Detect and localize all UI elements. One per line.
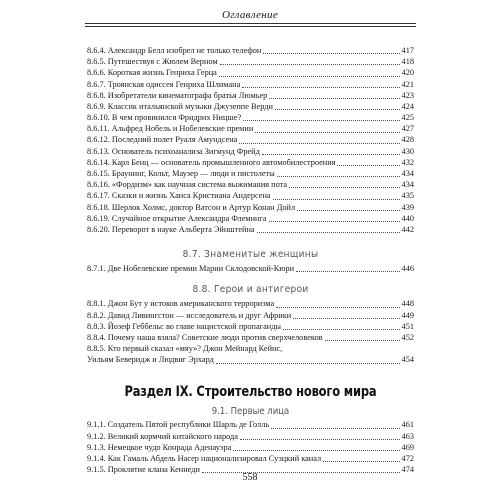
toc-entry-title: 8.6.18. Шерлок Холмс, доктор Ватсон и Артур Конан Дойл xyxy=(87,202,296,212)
toc-entry-page: 425 xyxy=(401,113,414,123)
toc-entry-page: 420 xyxy=(401,68,414,78)
toc-entry-title: 9.1.3. Немецкое чудо Конрада Аденауэра xyxy=(87,442,232,452)
toc-entry-page: 442 xyxy=(401,224,414,234)
toc-entry-multiline[interactable] xyxy=(87,343,414,365)
toc-entry-page: 430 xyxy=(401,146,414,156)
toc-entry-title: 8.6.6. Короткая жизнь Генриха Герца xyxy=(87,68,217,78)
leader-dots xyxy=(269,98,399,99)
toc-entry-title: 8.6.9. Классик итальянской музыки Джузеппе Верди xyxy=(87,101,273,111)
toc-entry-page: 440 xyxy=(401,213,414,223)
toc-entry[interactable] xyxy=(87,442,414,453)
toc-entry-title: 8.7.1. Две Нобелевские премии Марии Склодовской-Кюри xyxy=(87,264,295,274)
leader-dots xyxy=(262,154,400,155)
toc-entry-page: 439 xyxy=(401,202,414,212)
leader-dots xyxy=(269,221,400,222)
toc-entry[interactable] xyxy=(87,213,414,224)
leader-dots xyxy=(283,329,400,330)
toc-entry-title: 8.8.1. Джон Бут у истоков американского терроризма xyxy=(87,299,275,309)
toc-entry-page: 418 xyxy=(401,57,414,67)
toc-entry-page: 417 xyxy=(401,45,414,55)
leader-dots xyxy=(219,76,400,77)
toc-entry[interactable] xyxy=(87,298,414,309)
toc-entry-title: 8.6.10. В чем провинился Фридрих Ницше? xyxy=(87,113,242,123)
leader-dots xyxy=(325,340,400,341)
toc-entry[interactable] xyxy=(87,45,414,56)
toc-entry-title: 8.6.8. Изобретатели кинематографа братья Люмьер xyxy=(87,90,268,100)
leader-dots xyxy=(239,143,399,144)
toc-entry-title: 8.6.7. Троянская одиссея Генриха Шлимана xyxy=(87,79,241,89)
toc-entry[interactable] xyxy=(87,420,414,431)
toc-entry-title: 8.6.14. Карл Бенц — основатель промышленного автомобилестроения xyxy=(87,157,336,167)
toc-entry-page: 421 xyxy=(401,79,414,89)
section-title-9-1: 9.1. Первые лица xyxy=(211,405,290,417)
toc-entry-page: 474 xyxy=(401,465,414,475)
leader-dots xyxy=(337,165,399,166)
toc-entry[interactable] xyxy=(87,67,414,78)
toc-entry[interactable] xyxy=(87,453,414,464)
toc-entry-title: 8.6.12. Последний полет Руаля Амундсена xyxy=(87,135,238,145)
toc-entry-page: 454 xyxy=(401,355,414,365)
toc-entry-page: 423 xyxy=(401,90,414,100)
toc-entry-page: 435 xyxy=(401,191,414,201)
toc-entry-title: 8.8.4. Почему наша взяла? Советские люди против сверхчеловеков xyxy=(87,332,323,342)
toc-entry[interactable] xyxy=(87,263,414,274)
toc-entry[interactable] xyxy=(87,321,414,332)
toc-entry-page: 463 xyxy=(401,431,414,441)
toc-entry-title: 8.6.4. Александр Белл изобрел не только телефон xyxy=(87,45,262,55)
leader-dots xyxy=(233,450,399,451)
toc-group-8-8 xyxy=(87,298,414,343)
leader-dots xyxy=(273,199,400,200)
toc-entry-page: 434 xyxy=(401,180,414,190)
toc-entry[interactable] xyxy=(87,202,414,213)
toc-group-8-7 xyxy=(87,263,414,274)
toc-entry-page: 427 xyxy=(401,124,414,134)
toc-entry-page: 446 xyxy=(401,264,414,274)
toc-entry[interactable] xyxy=(87,190,414,201)
toc-entry[interactable] xyxy=(87,90,414,101)
toc-entry[interactable] xyxy=(87,112,414,123)
toc-entry-title: 8.6.13. Основатель психоанализа Зигмунд Фрейд xyxy=(87,146,260,156)
toc-entry-title: 8.6.15. Браунинг, Кольт, Маузер — люди и пистолеты xyxy=(87,169,275,179)
toc-group-9-1 xyxy=(87,420,414,476)
toc-entry-title: 9.1.1. Создатель Пятой республики Шарль де Голль xyxy=(87,420,270,430)
toc-entry-title: 9.1.5. Проклятие клана Кеннеди xyxy=(87,465,200,475)
toc-entry-page: 461 xyxy=(401,420,414,430)
toc-entry-title: 9.1.4. Как Гамаль Абдель Насер национализировал Суэцкий канал xyxy=(87,454,322,464)
leader-dots xyxy=(255,132,399,133)
toc-entry-title: 8.8.2. Давид Ливингстон — исследователь и друг Африки xyxy=(87,310,292,320)
leader-dots xyxy=(323,461,399,462)
section-title-8-7: 8.7. Знаменитые женщины xyxy=(182,249,319,261)
toc-entry-page: 424 xyxy=(401,101,414,111)
toc-entry-title: 9.1.2. Великий кормчий китайского народа xyxy=(87,431,238,441)
toc-entry-page: 428 xyxy=(401,135,414,145)
toc-entry-title: 8.6.17. Сказки и жизнь Ханса Кристиана Андерсена xyxy=(87,191,271,201)
toc-entry[interactable] xyxy=(87,179,414,190)
section-title-8-8: 8.8. Герои и антигерои xyxy=(192,284,309,296)
toc-entry-page: 472 xyxy=(401,454,414,464)
toc-entry-title: 8.6.20. Переворот в науке Альберта Эйнштейна xyxy=(87,224,255,234)
leader-dots xyxy=(240,439,400,440)
toc-entry[interactable] xyxy=(87,332,414,343)
leader-dots xyxy=(257,232,400,233)
toc-entry[interactable] xyxy=(87,101,414,112)
leader-dots xyxy=(297,210,399,211)
leader-dots xyxy=(289,187,399,188)
toc-entry-page: 434 xyxy=(401,169,414,179)
toc-entry-page: 449 xyxy=(401,310,414,320)
part-title: Раздел IX. Строительство нового мира xyxy=(124,383,377,400)
toc-entry[interactable] xyxy=(87,146,414,157)
leader-dots xyxy=(271,428,399,429)
leader-dots xyxy=(276,307,399,308)
toc-entry-title: 8.6.16. «Фордизм» как научная система выжимания пота xyxy=(87,180,288,190)
leader-dots xyxy=(243,120,399,121)
leader-dots xyxy=(275,109,400,110)
toc-entry[interactable] xyxy=(87,224,414,235)
toc-entry-page: 452 xyxy=(401,332,414,342)
leader-dots xyxy=(216,363,400,364)
toc-group-8-6 xyxy=(87,45,414,235)
toc-entry-title: 8.6.11. Альфред Нобель и Нобелевские премии xyxy=(87,124,254,134)
toc-entry-title-line1: 8.8.5. Кто первый сказал «мяу»? Джон Мейнард Кейнс, xyxy=(87,344,283,354)
leader-dots xyxy=(277,176,400,177)
page-number: 558 xyxy=(242,472,258,483)
toc-entry[interactable] xyxy=(87,431,414,442)
toc-entry-page: 432 xyxy=(401,157,414,167)
toc-entry[interactable] xyxy=(87,56,414,67)
toc-entry[interactable] xyxy=(87,310,414,321)
leader-dots xyxy=(263,53,399,54)
leader-dots xyxy=(220,64,400,65)
toc-entry[interactable] xyxy=(87,135,414,146)
toc-entry[interactable] xyxy=(87,79,414,90)
toc-entry[interactable] xyxy=(87,168,414,179)
toc-entry-page: 451 xyxy=(401,321,414,331)
running-head: Оглавление xyxy=(221,9,279,21)
toc-entry-page: 448 xyxy=(401,299,414,309)
leader-dots xyxy=(296,271,400,272)
toc-entry-page: 469 xyxy=(401,442,414,452)
toc-entry-title: 8.6.5. Путешествуя с Жюлем Верном xyxy=(87,57,218,67)
table-of-contents xyxy=(87,45,414,475)
toc-entry-title-line2: Уильям Беверидж и Людвиг Эрхард xyxy=(87,355,214,365)
leader-dots xyxy=(242,87,399,88)
leader-dots xyxy=(293,318,399,319)
toc-entry-title: 8.8.3. Йозеф Геббельс во главе нацистской пропаганды xyxy=(87,321,281,331)
toc-entry[interactable] xyxy=(87,157,414,168)
toc-entry-title: 8.6.19. Случайное открытие Александра Флеминга xyxy=(87,213,267,223)
running-head-rule xyxy=(85,23,416,27)
toc-entry[interactable] xyxy=(87,123,414,134)
